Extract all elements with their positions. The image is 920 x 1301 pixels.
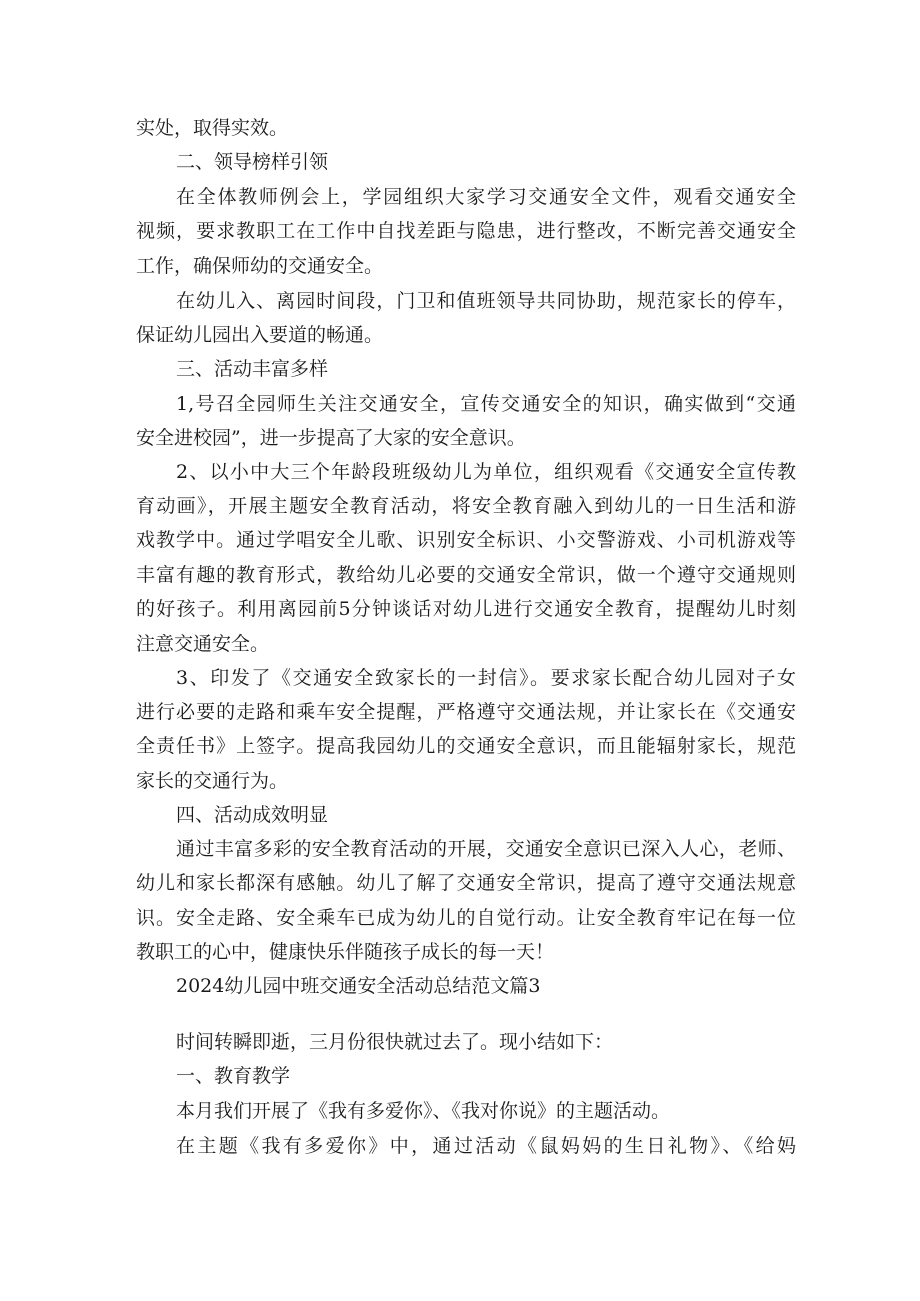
- text-line: 在幼儿入、离园时间段，门卫和值班领导共同协助，规范家长的停车，: [176, 290, 796, 312]
- text-line: 注意交通安全。: [136, 633, 270, 655]
- section-heading: 三、活动丰富多样: [176, 358, 329, 380]
- text-line: 保证幼儿园出入要道的畅通。: [136, 324, 384, 346]
- section-heading: 二、领导榜样引领: [176, 151, 329, 173]
- text-line: 视频，要求教职工在工作中自找差距与隐患，进行整改，不断完善交通安全: [136, 220, 796, 242]
- text-line: 工作，确保师幼的交通安全。: [136, 255, 384, 277]
- text-line: 识。安全走路、安全乘车已成为幼儿的自觉行动。让安全教育牢记在每一位: [136, 907, 796, 929]
- text-line: 在主题《我有多爱你》中，通过活动《鼠妈妈的生日礼物》、《给妈: [176, 1135, 796, 1157]
- text-line: 通过丰富多彩的安全教育活动的开展，交通安全意识已深入人心，老师、: [176, 838, 796, 860]
- section-heading: 四、活动成效明显: [176, 804, 329, 826]
- text-line: 教职工的心中，健康快乐伴随孩子成长的每一天！: [136, 941, 555, 963]
- section-heading: 一、教育教学: [176, 1065, 291, 1087]
- text-line: 时间转瞬即逝，三月份很快就过去了。现小结如下：: [176, 1031, 614, 1053]
- text-line: 1,号召全园师生关注交通安全，宣传交通安全的知识，确实做到“交通: [176, 393, 796, 415]
- text-line: 3、印发了《交通安全致家长的一封信》。要求家长配合幼儿园对子女: [176, 667, 796, 689]
- text-line: 本月我们开展了《我有多爱你》、《我对你说》的主题活动。: [176, 1100, 671, 1122]
- article-title: 2024幼儿园中班交通安全活动总结范文篇3: [176, 975, 541, 997]
- text-line: 2、以小中大三个年龄段班级幼儿为单位，组织观看《交通安全宣传教: [176, 461, 796, 483]
- text-line: 丰富有趣的教育形式，教给幼儿必要的交通安全常识，做一个遵守交通规则: [136, 564, 796, 586]
- text-line: 在全体教师例会上，学园组织大家学习交通安全文件，观看交通安全: [176, 186, 796, 208]
- text-line: 幼儿和家长都深有感触。幼儿了解了交通安全常识，提高了遵守交通法规意: [136, 872, 796, 894]
- text-line: 安全进校园”，进一步提高了大家的安全意识。: [136, 427, 526, 449]
- text-line: 戏教学中。通过学唱安全儿歌、识别安全标识、小交警游戏、小司机游戏等: [136, 529, 796, 551]
- text-line: 实处，取得实效。: [136, 117, 289, 139]
- text-line: 全责任书》上签字。提高我园幼儿的交通安全意识，而且能辐射家长，规范: [136, 735, 796, 757]
- text-line: 进行必要的走路和乘车安全提醒，严格遵守交通法规，并让家长在《交通安: [136, 701, 796, 723]
- text-line: 家长的交通行为。: [136, 770, 289, 792]
- text-line: 育动画》，开展主题安全教育活动，将安全教育融入到幼儿的一日生活和游: [136, 495, 796, 517]
- text-line: 的好孩子。利用离园前5分钟谈话对幼儿进行交通安全教育，提醒幼儿时刻: [136, 598, 796, 620]
